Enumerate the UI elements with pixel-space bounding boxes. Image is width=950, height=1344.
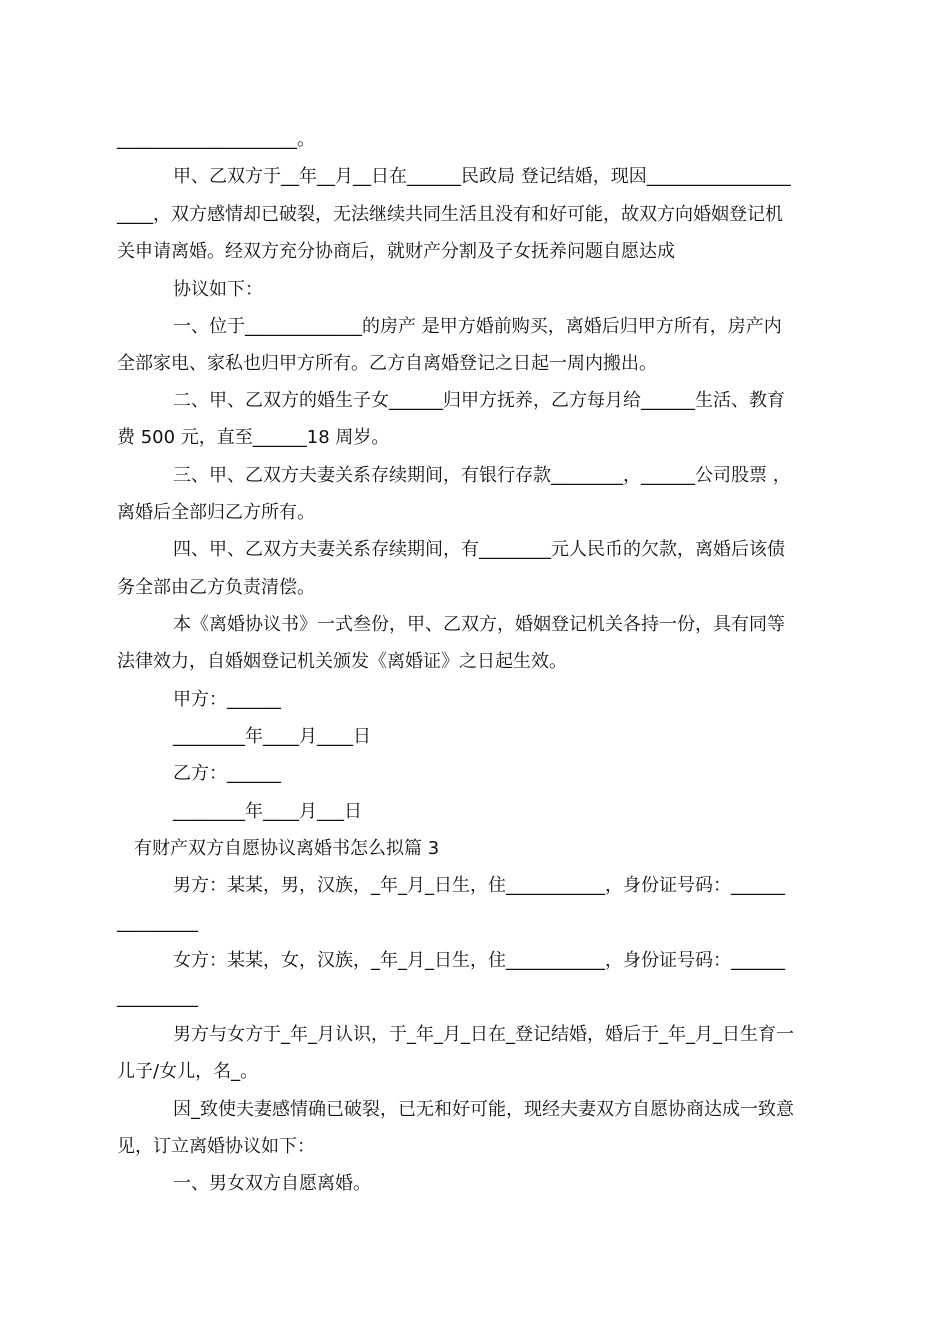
text-line: 务全部由乙方负责清偿。 — [117, 577, 315, 598]
text-line: 三、甲、乙双方夫妻关系存续期间，有银行存款________，______公司股票 ， — [173, 465, 791, 486]
signature-party-a: 甲方：______ — [173, 689, 281, 710]
text-line: 一、位于_____________的房产 是甲方婚前购买，离婚后归甲方所有，房产内 — [173, 316, 782, 337]
signature-party-b: 乙方：______ — [173, 763, 281, 784]
text-line: 关申请离婚。经双方充分协商后，就财产分割及子女抚养问题自愿达成 — [117, 241, 675, 262]
text-line: 甲、乙双方于__年__月__日在______民政局 登记结婚，现因________________ — [173, 166, 791, 187]
signature-date-b: ________年____月___日 — [173, 801, 362, 822]
section-heading: 有财产双方自愿协议离婚书怎么拟篇 3 — [134, 838, 440, 859]
text-line: 协议如下： — [173, 279, 263, 300]
text-line: 本《离婚协议书》一式叁份，甲、乙双方，婚姻登记机关各持一份，具有同等 — [173, 614, 785, 635]
text-line: 儿子/女儿，名_。 — [117, 1061, 259, 1082]
text-line: 男方：某某，男，汉族，_年_月_日生，住___________，身份证号码：______ — [173, 875, 785, 896]
text-line: ____，双方感情却已破裂，无法继续共同生活且没有和好可能，故双方向婚姻登记机 — [117, 204, 783, 225]
text-line: 费 500 元，直至______18 周岁。 — [117, 427, 390, 448]
text-line: 全部家电、家私也归甲方所有。乙方自离婚登记之日起一周内搬出。 — [117, 353, 657, 374]
text-line: _________ — [117, 912, 198, 933]
text-line: 女方：某某，女，汉族，_年_月_日生，住___________，身份证号码：______ — [173, 950, 785, 971]
text-line: ____________________。 — [117, 129, 315, 150]
text-line: 见，订立离婚协议如下： — [117, 1136, 315, 1157]
text-line: _________ — [117, 987, 198, 1008]
text-line: 四、甲、乙双方夫妻关系存续期间，有________元人民币的欠款，离婚后该债 — [173, 539, 785, 560]
text-line: 离婚后全部归乙方所有。 — [117, 502, 315, 523]
text-line: 一、男女双方自愿离婚。 — [173, 1173, 371, 1194]
text-line: 男方与女方于_年_月认识，于_年_月_日在_登记结婚，婚后于_年_月_日生育一 — [173, 1024, 794, 1045]
text-line: 法律效力，自婚姻登记机关颁发《离婚证》之日起生效。 — [117, 651, 567, 672]
text-line: 二、甲、乙双方的婚生子女______归甲方抚养，乙方每月给______生活、教育 — [173, 390, 785, 411]
text-line: 因_致使夫妻感情确已破裂，已无和好可能，现经夫妻双方自愿协商达成一致意 — [173, 1099, 794, 1120]
signature-date-a: ________年____月____日 — [173, 726, 371, 747]
